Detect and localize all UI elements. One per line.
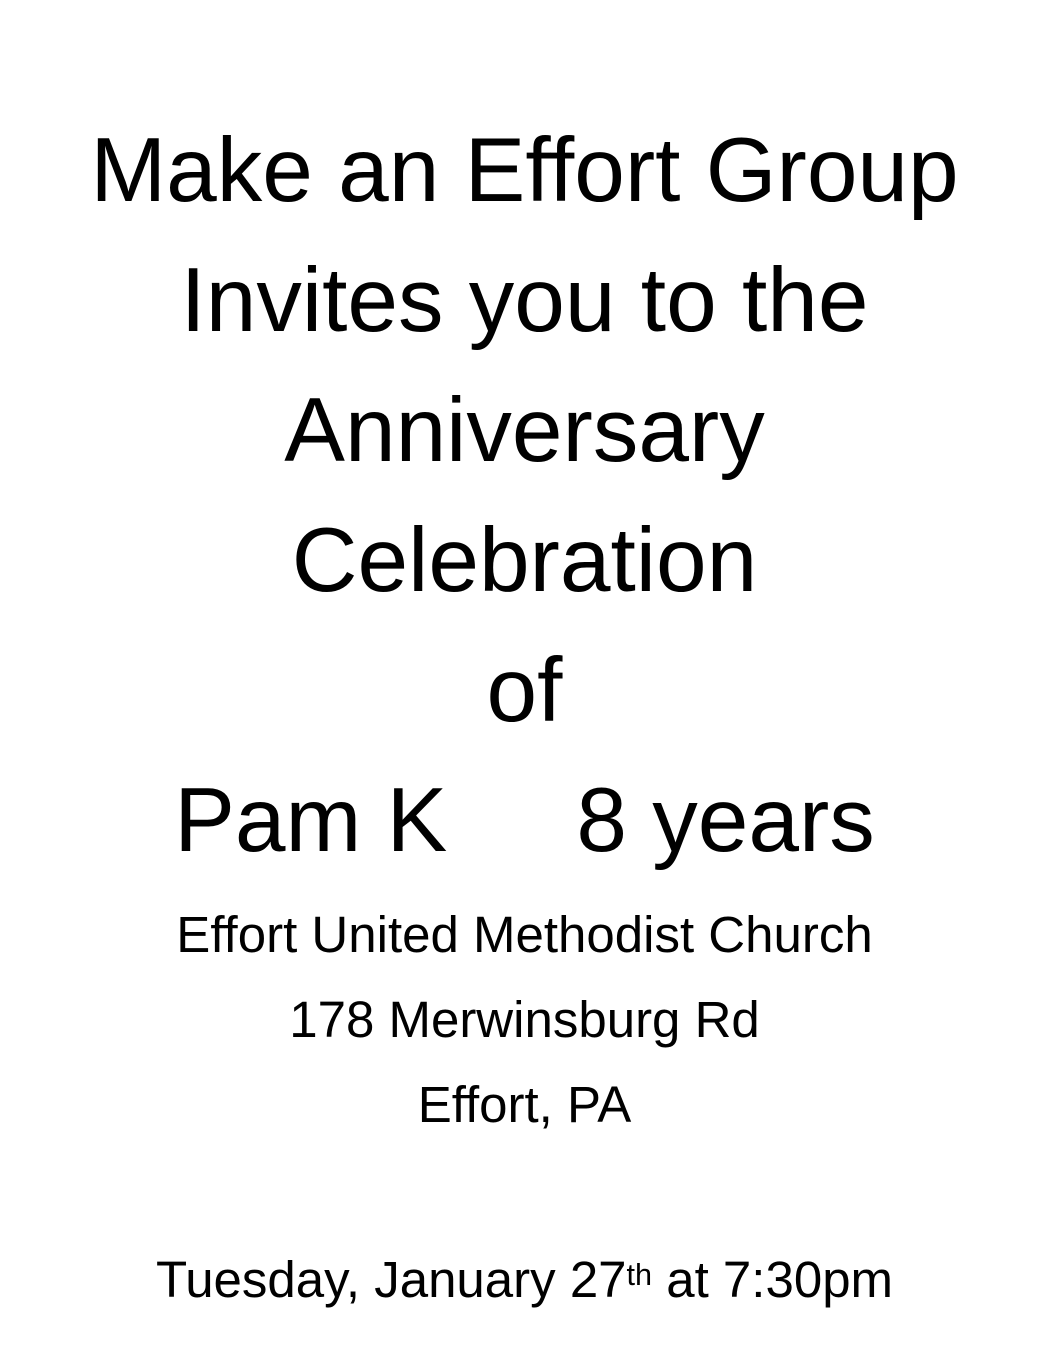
title-line-1: Make an Effort Group xyxy=(90,120,959,221)
venue-street: 178 Merwinsburg Rd xyxy=(289,991,760,1048)
event-datetime xyxy=(0,1233,1049,1322)
venue-name: Effort United Methodist Church xyxy=(176,906,873,963)
schedule-block xyxy=(0,1233,1049,1322)
event-time: at 7:30pm xyxy=(652,1251,894,1309)
venue-city-state: Effort, PA xyxy=(417,1076,632,1133)
title-block xyxy=(0,106,1049,886)
honoree-line xyxy=(0,756,1049,886)
honoree-name: Pam K xyxy=(174,770,448,871)
venue-block xyxy=(0,892,1049,1147)
title-line-5: of xyxy=(486,640,563,741)
title-line-3: Anniversary xyxy=(284,380,765,481)
title-line-2: Invites you to the xyxy=(180,250,869,351)
event-date: Tuesday, January 27 xyxy=(155,1251,627,1309)
date-ordinal-suffix: th xyxy=(626,1258,653,1292)
honoree-years: 8 years xyxy=(576,770,875,871)
title-line-4: Celebration xyxy=(291,510,758,611)
